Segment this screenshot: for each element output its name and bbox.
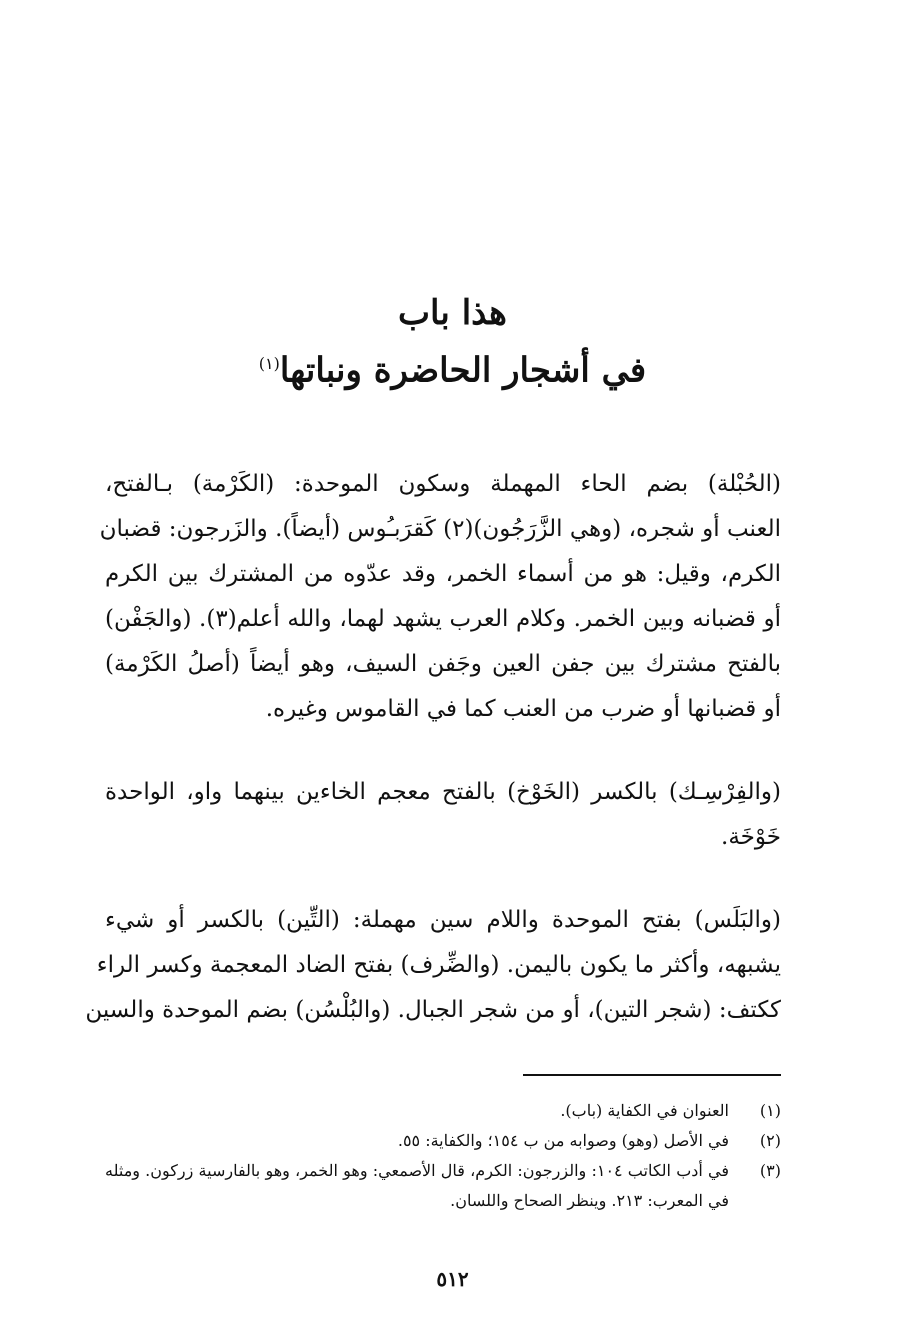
footnote-ref-1: (١) xyxy=(258,354,280,373)
text-line: (الحُبْلة) بضم الحاء المهملة وسكون الموحدة: (الكَرْمة) بـالفتح، xyxy=(105,471,781,497)
page-number: ٥١٢ xyxy=(436,1267,469,1291)
text-line: خَوْخَة. xyxy=(721,824,781,850)
footnote-number: (٣) xyxy=(759,1161,781,1180)
text-line: بالفتح مشترك بين جفن العين وجَفن السيف، وهو أيضاً (أصلُ الكَرْمة) xyxy=(105,651,781,677)
text-line: العنب أو شجره، (وهي الزَّرَجُون)(٢) كَقرَبـُوس (أيضاً). والزَرجون: قضبان xyxy=(99,516,781,542)
footnote-number: (٢) xyxy=(759,1131,781,1150)
text-line: يشبهه، وأكثر ما يكون باليمن. (والضِّرف) بفتح الضاد المعجمة وكسر الراء xyxy=(96,952,781,978)
paragraph-habla-karma xyxy=(99,462,781,732)
footnote-text: العنوان في الكفاية (باب). xyxy=(560,1101,729,1120)
text-line: (والفِرْسِـك) بالكسر (الخَوْخ) بالفتح معجم الخاءين بينهما واو، الواحدة xyxy=(105,779,781,805)
text-line: أو قضبانه وبين الخمر. وكلام العرب يشهد لهما، والله أعلم(٣). (والجَفْن) xyxy=(105,606,781,632)
chapter-heading xyxy=(0,290,905,398)
text-line: أو قضبانها أو ضرب من العنب كما في القاموس وغيره. xyxy=(265,696,781,722)
chapter-heading-line1: هذا باب xyxy=(398,293,507,333)
paragraph-firsik xyxy=(105,770,781,860)
text-line: (والبَلَس) بفتح الموحدة واللام سين مهملة: (التِّين) بالكسر أو شيء xyxy=(105,907,781,933)
footnotes xyxy=(105,1096,781,1216)
text-line: الكرم، وقيل: هو من أسماء الخمر، وقد عدّوه من المشترك بين الكرم xyxy=(105,561,781,587)
footnote-text: في أدب الكاتب ١٠٤: والزرجون: الكرم، قال الأصمعي: وهو الخمر، وهو بالفارسية زركون. ومثله في المعرب: ٢١٣. وينظر الصحاح واللسان. xyxy=(105,1161,729,1210)
chapter-title: في أشجار الحاضرة ونباتها xyxy=(279,350,647,391)
footnote-number: (١) xyxy=(759,1101,781,1120)
text-line: ككتف: (شجر التين)، أو من شجر الجبال. (والبُلْسُن) بضم الموحدة والسين xyxy=(85,997,781,1023)
footnote-item xyxy=(105,1156,781,1216)
footnote-item xyxy=(105,1126,781,1156)
paragraph-balas xyxy=(85,898,781,1033)
footnote-text: في الأصل (وهو) وصوابه من ب ١٥٤؛ والكفاية: ٥٥. xyxy=(397,1131,729,1150)
footnote-item xyxy=(105,1096,781,1126)
chapter-heading-line2 xyxy=(0,336,905,398)
footnote-separator xyxy=(523,1074,781,1076)
